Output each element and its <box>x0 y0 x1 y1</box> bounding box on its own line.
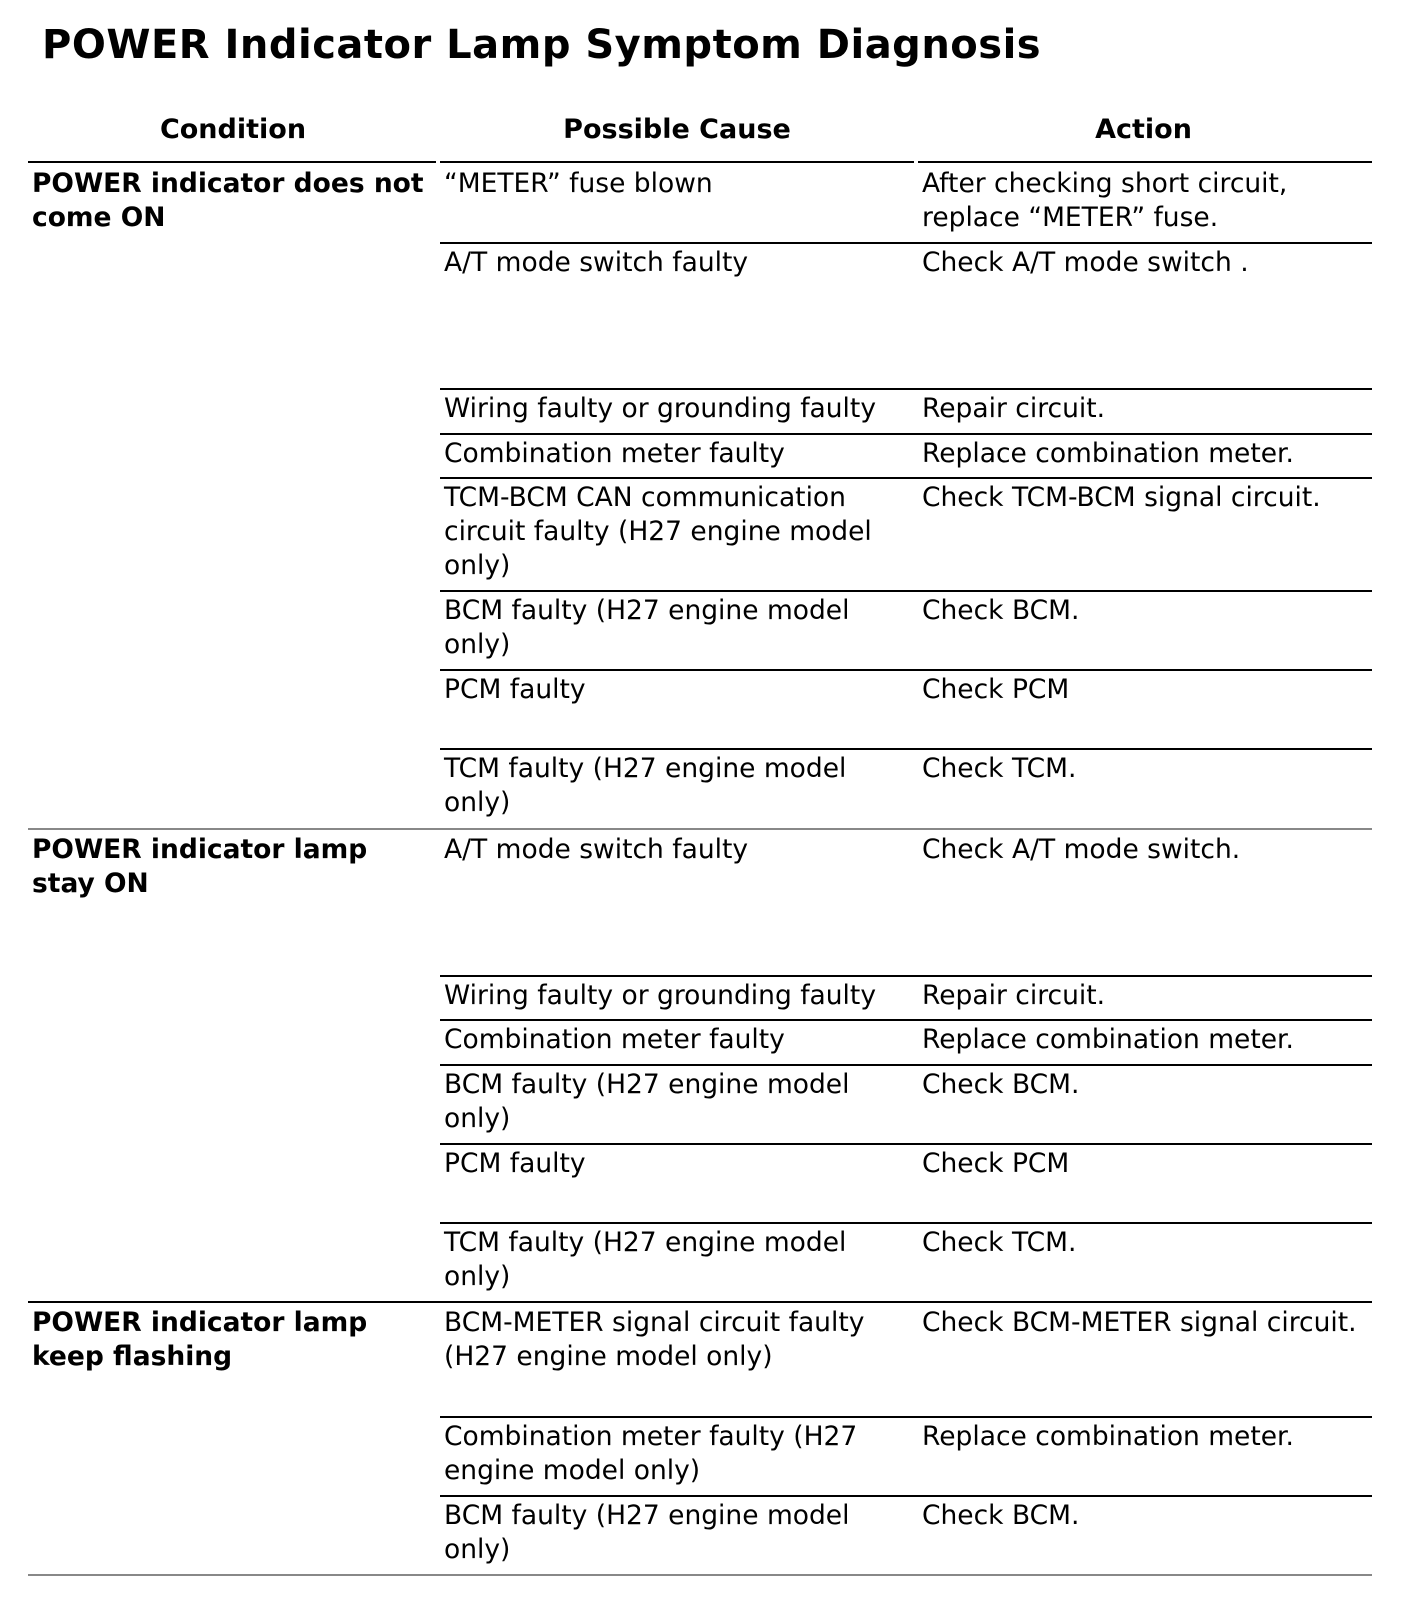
action-cell: Check TCM-BCM signal circuit. <box>922 482 1321 513</box>
action-cell: Repair circuit. <box>922 980 1106 1011</box>
action-cell: Check TCM. <box>922 753 1077 784</box>
action-cell: Check BCM. <box>922 595 1080 626</box>
row-divider <box>440 1416 1372 1418</box>
action-cell: Check BCM. <box>922 1069 1080 1100</box>
row-divider <box>440 1064 1372 1066</box>
cause-cell: Combination meter faulty <box>444 438 785 469</box>
row-divider <box>440 590 1372 592</box>
cause-cell: A/T mode switch faulty <box>444 247 749 278</box>
cause-cell: TCM faulty (H27 engine model only) <box>444 1227 847 1292</box>
action-cell: Check BCM. <box>922 1500 1080 1531</box>
cause-cell: Wiring faulty or grounding faulty <box>444 980 876 1011</box>
action-cell: Replace combination meter. <box>922 1421 1294 1452</box>
action-cell: Replace combination meter. <box>922 438 1294 469</box>
row-divider <box>440 1222 1372 1224</box>
cause-cell: BCM faulty (H27 engine model only) <box>444 1069 850 1134</box>
cause-cell: A/T mode switch faulty <box>444 834 749 865</box>
cause-cell: TCM faulty (H27 engine model only) <box>444 753 847 818</box>
row-divider <box>440 669 1372 671</box>
cause-cell: PCM faulty <box>444 674 586 705</box>
cause-cell: BCM faulty (H27 engine model only) <box>444 1500 850 1565</box>
action-cell: Check PCM <box>922 1148 1070 1179</box>
header-possible-cause: Possible Cause <box>563 114 791 145</box>
row-divider <box>440 388 1372 390</box>
action-cell: Replace combination meter. <box>922 1024 1294 1055</box>
action-cell: Repair circuit. <box>922 393 1106 424</box>
cause-cell: PCM faulty <box>444 1148 586 1179</box>
cause-cell: Wiring faulty or grounding faulty <box>444 393 876 424</box>
condition-cell: POWER indicator does not come ON <box>32 168 424 233</box>
cause-cell: TCM-BCM CAN communication circuit faulty (H27 engine model only) <box>444 482 872 581</box>
row-divider <box>440 477 1372 479</box>
group-divider <box>28 1301 1372 1303</box>
row-divider <box>440 975 1372 977</box>
action-cell: After checking short circuit, replace “METER” fuse. <box>922 168 1288 233</box>
row-divider <box>440 748 1372 750</box>
header-condition: Condition <box>159 114 307 145</box>
row-divider <box>440 1143 1372 1145</box>
row-divider <box>440 1019 1372 1021</box>
row-divider <box>440 1495 1372 1497</box>
cause-cell: BCM faulty (H27 engine model only) <box>444 595 850 660</box>
row-divider <box>440 242 1372 244</box>
action-cell: Check TCM. <box>922 1227 1077 1258</box>
row-divider <box>440 433 1372 435</box>
cause-cell: BCM-METER signal circuit faulty (H27 engine model only) <box>444 1307 865 1372</box>
cause-cell: Combination meter faulty <box>444 1024 785 1055</box>
action-cell: Check A/T mode switch. <box>922 834 1241 865</box>
group-divider <box>28 828 1372 830</box>
header-action: Action <box>1095 114 1192 145</box>
table-bottom-rule <box>28 1574 1372 1576</box>
condition-cell: POWER indicator lamp keep flashing <box>32 1307 368 1372</box>
header-rule <box>440 161 914 163</box>
action-cell: Check BCM-METER signal circuit. <box>922 1307 1357 1338</box>
cause-cell: “METER” fuse blown <box>444 168 713 199</box>
condition-cell: POWER indicator lamp stay ON <box>32 834 368 899</box>
action-cell: Check PCM <box>922 674 1070 705</box>
action-cell: Check A/T mode switch . <box>922 247 1249 278</box>
header-rule <box>28 161 436 163</box>
cause-cell: Combination meter faulty (H27 engine model only) <box>444 1421 858 1486</box>
page-title: POWER Indicator Lamp Symptom Diagnosis <box>42 22 1042 68</box>
header-rule <box>918 161 1372 163</box>
